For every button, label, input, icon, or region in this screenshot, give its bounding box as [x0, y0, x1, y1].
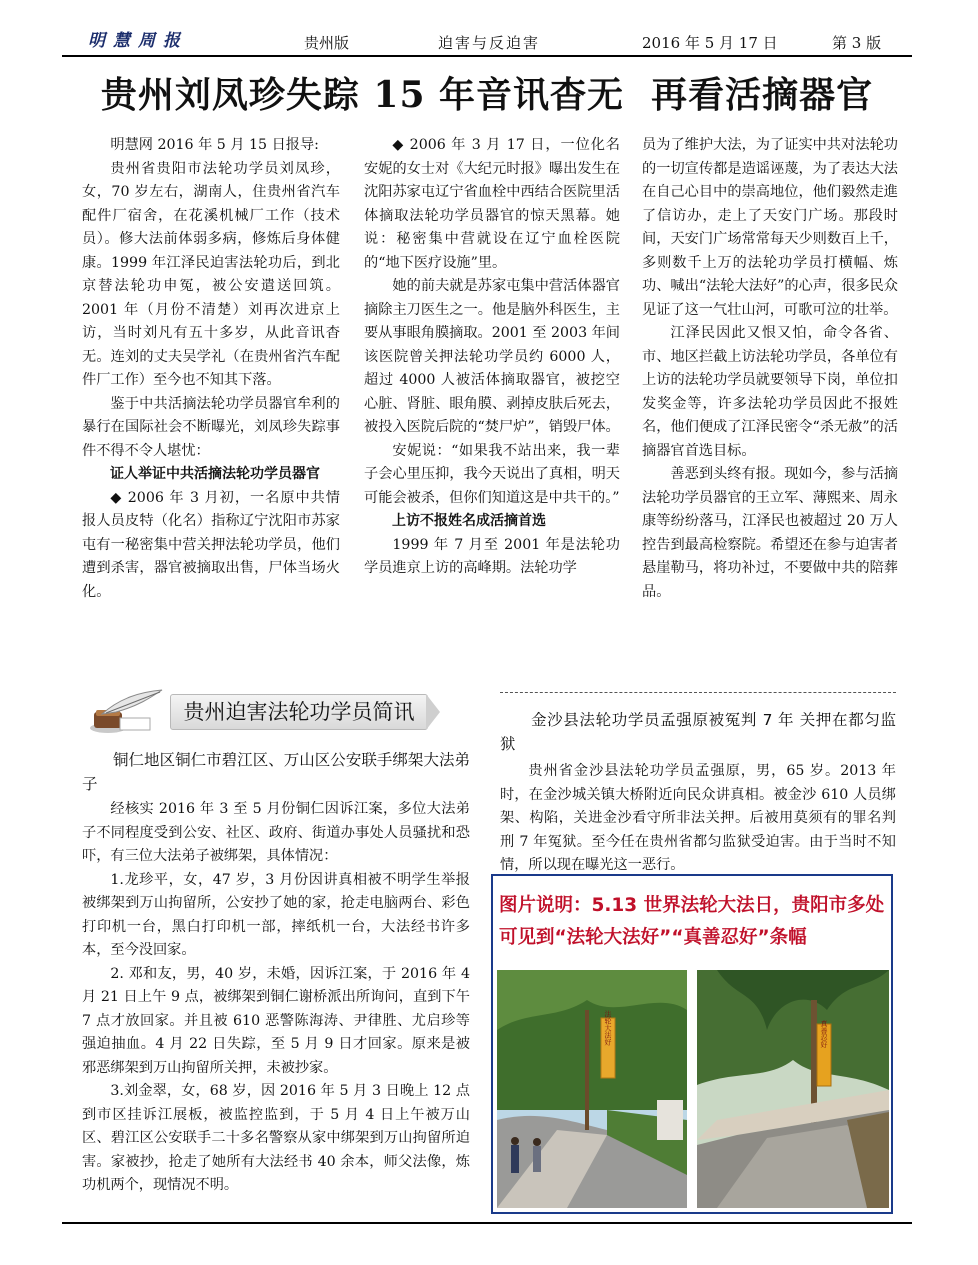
paragraph: 江泽民因此又恨又怕，命令各省、市、地区拦截上访法轮功学员，各单位有上访的法轮功学员就要领导下岗，单位扣发奖金等，许多法轮功学员因此不报姓名，他们便成了江泽民密令“杀无赦”的活摘器官首选目标。 [642, 325, 898, 459]
article1-column1 [82, 134, 340, 604]
paragraph: 鉴于中共活摘法轮功学员器官牟利的暴行在国际社会不断曝光，刘凤珍失踪事件不得不令人堪忧： [82, 395, 340, 459]
paragraph: 贵州省贵阳市法轮功学员刘凤珍，女，70 岁左右，湖南人，住贵州省汽车配件厂宿舍，在花溪机械厂工作（技术员）。修大法前体弱多病，修炼后身体健康。1999 年江泽民迫害法轮功后，到北京替法轮功申冤，被公安遣送回筑。2001 年（月份不清楚）刘再次进京上访，当时刘凡有五十多岁，从此音讯杳无。连刘的丈夫吴学礼（在贵州省汽车配件厂工作）至今也不知其下落。 [82, 160, 340, 388]
subheading: 上访不报姓名成活摘首选 [392, 513, 546, 529]
article1-column2 [364, 134, 620, 581]
article3-title: 金沙县法轮功学员孟强原被冤判 7 年 关押在都匀监狱 [500, 711, 896, 753]
paragraph: ◆ 2006 年 3 月 17 日，一位化名安妮的女士对《大纪元时报》曝出发生在沈阳苏家屯辽宁省血栓中西结合医院里活体摘取法轮功学员器官的惊天黑幕。她说：秘密集中营就设在辽宁血栓医院的“地下医疗设施”里。 [364, 137, 620, 271]
header-rule [62, 55, 912, 57]
masthead: 明慧周报 [88, 31, 188, 51]
section-divider [500, 692, 896, 693]
brief-banner-box [170, 694, 428, 730]
page-number: 第 3 版 [832, 34, 882, 52]
park-banner-text-right: 真善忍好 [820, 1020, 828, 1048]
footer-rule [62, 1222, 912, 1224]
photo-box [491, 874, 893, 1214]
paragraph: 1999 年 7 月至 2001 年是法轮功学员進京上访的高峰期。法轮功学 [364, 536, 620, 576]
paragraph: 善恶到头终有报。现如今，参与活摘法轮功学员器官的王立军、薄熙来、周永康等纷纷落马，江泽民也被超过 20 万人控告到最高检察院。希望还在参与迫害者悬崖勒马，将功补过，不要做中共的陪葬品。 [642, 466, 898, 600]
brief-section-banner [80, 688, 460, 736]
section-label: 迫害与反迫害 [438, 34, 541, 52]
banner-arrow [426, 694, 440, 730]
paragraph: 安妮说：“如果我不站出来，我一辈子会心里压抑，我今天说出了真相，明天可能会被杀，但你们知道这是中共干的。” [364, 442, 620, 506]
street-banner-text-left: 法轮大法好 [604, 1010, 612, 1046]
paragraph: 经核实 2016 年 3 至 5 月份铜仁因诉江案，多位大法弟子不同程度受到公安、社区、政府、街道办事处人员骚扰和恐吓，有三位大法弟子被绑架，具体情况： [82, 801, 470, 864]
photo-caption: 图片说明：5.13 世界法轮大法日，贵阳市多处可见到“法轮大法好”“真善忍好”条幅 [499, 895, 885, 948]
street-photo-left [497, 970, 687, 1208]
edition-label: 贵州版 [304, 34, 350, 52]
paragraph: ◆ 2006 年 3 月初，一名原中共情报人员皮特（化名）指称辽宁沈阳市苏家屯有一秘密集中营关押法轮功学员，他们遭到杀害，器官被摘取出售，尸体当场火化。 [82, 489, 340, 600]
page-headline: 贵州刘凤珍失踪 15 年音讯杳无 再看活摘器官 [100, 74, 874, 116]
paragraph: 贵州省金沙县法轮功学员孟强原，男，65 岁。2013 年时，在金沙城关镇大桥附近向民众讲真相。被金沙 610 人员绑架、构陷，关进金沙看守所非法关押。后被用莫须有的罪名判刑 7 年冤狱。至今任在贵州省都匀监狱受迫害。由于当时不知情，所以现在曝光这一恶行。 [500, 763, 896, 873]
article2-title: 铜仁地区铜仁市碧江区、万山区公安联手绑架大法弟子 [82, 751, 470, 793]
subheading: 证人举证中共活摘法轮功学员器官 [110, 466, 320, 482]
article2 [82, 748, 470, 1198]
park-photo-right [697, 970, 889, 1208]
paragraph: 3.刘金翠，女，68 岁，因 2016 年 5 月 3 日晚上 12 点到市区挂诉江展板，被监控监到，于 5 月 4 日上午被万山区、碧江区公安联手二十多名警察从家中绑架到万山拘留所迫害。家被抄，抢走了她所有大法经书 40 余本，师父法像，炼功机两个，现情况不明。 [82, 1083, 470, 1193]
quill-pen-icon [80, 688, 168, 736]
paragraph: 2. 邓和友，男，40 岁，未婚，因诉江案，于 2016 年 4 月 21 日上午 9 点，被绑架到铜仁谢桥派出所询问，直到下午 7 点才放回家。并且被 610 恶警陈海涛、尹律胜、尤启珍等强迫抽血。4 月 22 日失踪，至 5 月 9 日才回家。原来是被邪恶绑架到万山拘留所关押，未被抄家。 [82, 965, 470, 1076]
dateline: 明慧网 2016 年 5 月 15 日报导: [110, 137, 319, 153]
paragraph: 她的前夫就是苏家屯集中营活体器官摘除主刀医生之一。他是脑外科医生，主要从事眼角膜摘取。2001 至 2003 年间该医院曾关押法轮功学员约 6000 人，超过 4000 人被活体摘取器官，被挖空心脏、肾脏、眼角膜、剥掉皮肤后死去，被投入医院后院的“焚尸炉”，销毁尸体。 [364, 278, 620, 435]
paragraph: 1.龙珍平，女，47 岁，3 月份因讲真相被不明学生举报被绑架到万山拘留所，公安抄了她的家，抢走电脑两台、彩色打印机一台，黑白打印机一部，摔纸机一台，大法经书许多本，至今没回家。 [82, 871, 470, 958]
article1-column3 [642, 134, 898, 604]
issue-date: 2016 年 5 月 17 日 [642, 34, 778, 52]
paragraph: 员为了维护大法，为了证实中共对法轮功的一切宣传都是造谣诬蔑，为了表达大法在自己心目中的崇高地位，他们毅然走進了信访办，走上了天安门广场。那段时间，天安门广场常常每天少则数百上千，多则数千上万的法轮功学员打横幅、炼功、喊出“法轮大法好”的心声，很多民众见证了这一气壮山河，可歌可泣的壮举。 [642, 137, 898, 318]
article3 [500, 708, 896, 878]
brief-banner-title: 贵州迫害法轮功学员简讯 [183, 700, 415, 724]
